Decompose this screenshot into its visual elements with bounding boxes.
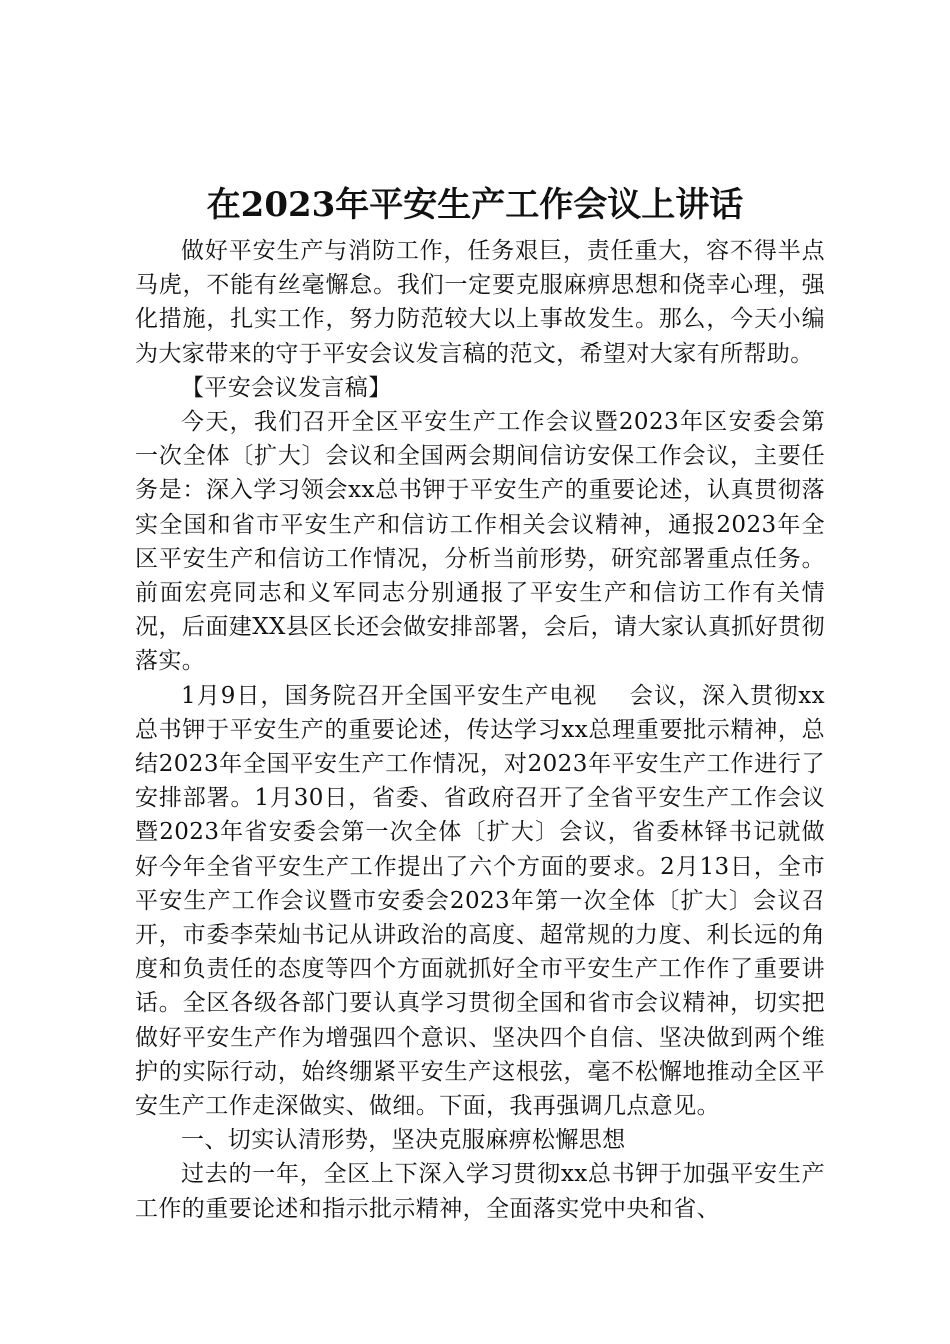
document-body xyxy=(135,234,825,1226)
speech-paragraph-3: 过去的一年，全区上下深入学习贯彻xx总书钾于加强平安生产工作的重要论述和指示批示精神，全面落实党中央和省、 xyxy=(135,1161,825,1222)
section-label: 【平安会议发言稿】 xyxy=(181,374,392,401)
speech-paragraph-1: 今天，我们召开全区平安生产工作会议暨2023年区安委会第一次全体〔扩大〕会议和全国两会期间信访安保工作会议，主要任务是：深入学习领会xx总书钾于平安生产的重要论述，认真贯彻落实全国和省市平安生产和信访工作相关会议精神，通报2023年全区平安生产和信访工作情况，分析当前形势，研究部署重点任务。前面宏亮同志和义军同志分别通报了平安生产和信访工作有关情况，后面建XX县区长还会做安排部署，会后，请大家认真抓好贯彻落实。 xyxy=(135,409,825,675)
speech-paragraph-2: 1月9日，国务院召开全国平安生产电视 会议，深入贯彻xx总书钾于平安生产的重要论述，传达学习xx总理重要批示精神，总结2023年全国平安生产工作情况，对2023年平安生产工作进行了安排部署。1月30日，省委、省政府召开了全省平安生产工作会议暨2023年省安委会第一次全体〔扩大〕会议，省委林铎书记就做好今年全省平安生产工作提出了六个方面的要求。2月13日，全市平安生产工作会议暨市安委会2023年第一次全体〔扩大〕会议召开，市委李荣灿书记从讲政治的高度、超常规的力度、利长远的角度和负责任的态度等四个方面就抓好全市平安生产工作作了重要讲话。全区各级各部门要认真学习贯彻全国和省市会议精神，切实把做好平安生产作为增强四个意识、坚决四个自信、坚决做到两个维护的实际行动，始终绷紧平安生产这根弦，毫不松懈地推动全区平安生产工作走深做实、做细。下面，我再强调几点意见。 xyxy=(135,682,825,1120)
intro-paragraph: 做好平安生产与消防工作，任务艰巨，责任重大，容不得半点马虎，不能有丝毫懈怠。我们一定要克服麻痹思想和侥幸心理，强化措施，扎实工作，努力防范较大以上事故发生。那么，今天小编为大家带来的守于平安会议发言稿的范文，希望对大家有所帮助。 xyxy=(135,238,825,367)
document-title: 在2023年平安生产工作会议上讲话 xyxy=(206,185,744,225)
section-heading-1: 一、切实认清形势，坚决克服麻痹松懈思想 xyxy=(181,1127,626,1154)
